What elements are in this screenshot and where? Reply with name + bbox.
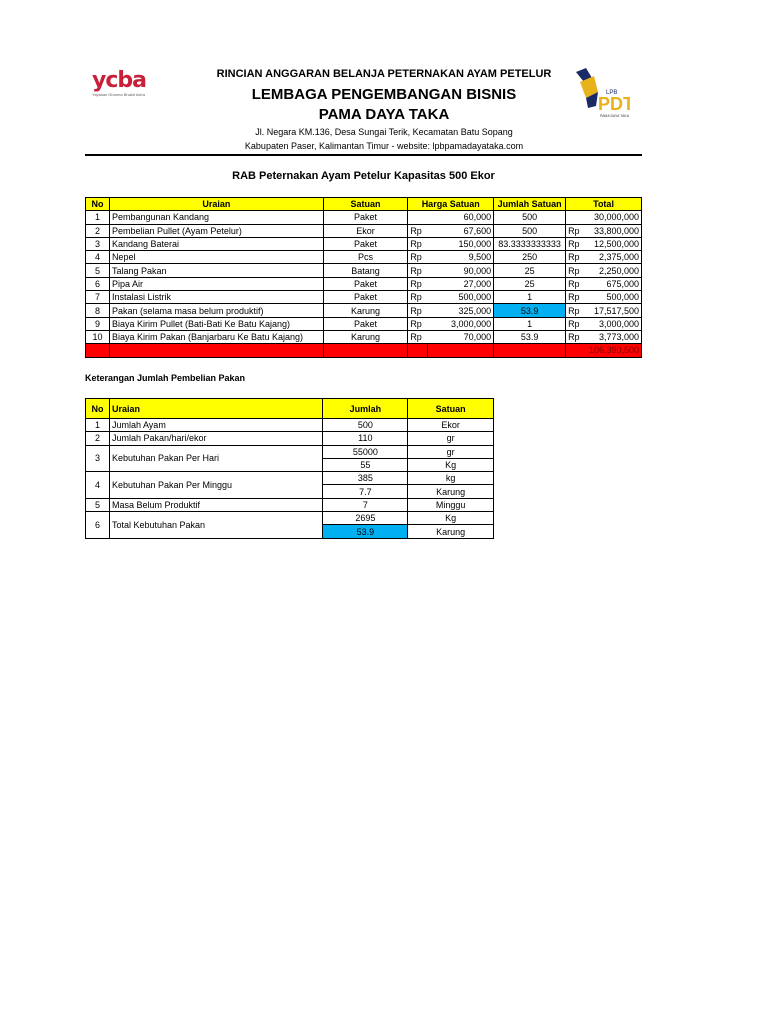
table-row xyxy=(86,419,494,432)
pakan-satuan: Karung xyxy=(408,525,494,538)
rab-total-currency: Rp xyxy=(566,224,586,237)
col-harga: Harga Satuan xyxy=(408,198,494,211)
col-no: No xyxy=(86,198,110,211)
rab-jumlah: 1 xyxy=(494,317,566,330)
rab-satuan: Batang xyxy=(323,264,408,277)
rab-uraian: Kandang Baterai xyxy=(109,237,323,250)
table-row xyxy=(86,251,642,264)
rab-harga: 9,500 xyxy=(428,251,494,264)
rab-total: 2,250,000 xyxy=(586,264,642,277)
pakan-jumlah-highlight: 53.9 xyxy=(323,525,408,538)
rab-harga-currency: Rp xyxy=(408,317,428,330)
grand-total-blank xyxy=(428,344,494,357)
col-jumlah: Jumlah Satuan xyxy=(494,198,566,211)
rab-total-currency: Rp xyxy=(566,251,586,264)
pakan-uraian: Jumlah Pakan/hari/ekor xyxy=(109,432,323,445)
rab-jumlah: 250 xyxy=(494,251,566,264)
rab-total-currency: Rp xyxy=(566,304,586,317)
pakan-jumlah: 55 xyxy=(323,458,408,471)
rab-satuan: Pcs xyxy=(323,251,408,264)
rab-total: 30,000,000 xyxy=(586,211,642,224)
rab-harga: 60,000 xyxy=(428,211,494,224)
rab-jumlah: 500 xyxy=(494,211,566,224)
table-row xyxy=(86,277,642,290)
pakan-jumlah: 55000 xyxy=(323,445,408,458)
rab-no: 3 xyxy=(86,237,110,250)
rab-table xyxy=(85,197,642,358)
rab-total-currency: Rp xyxy=(566,291,586,304)
rab-harga: 325,000 xyxy=(428,304,494,317)
ycba-logo-tagline: Yayasan Dharma Bhakti Astra xyxy=(92,92,146,97)
pakan-jumlah: 7.7 xyxy=(323,485,408,498)
grand-total-blank xyxy=(86,344,110,357)
pakan-jumlah: 500 xyxy=(323,419,408,432)
rab-satuan: Karung xyxy=(323,304,408,317)
col-total: Total xyxy=(566,198,642,211)
rab-total: 33,800,000 xyxy=(586,224,642,237)
rab-total-currency xyxy=(566,211,586,224)
rab-total-currency: Rp xyxy=(566,277,586,290)
rab-no: 8 xyxy=(86,304,110,317)
rab-uraian: Talang Pakan xyxy=(109,264,323,277)
rab-satuan: Karung xyxy=(323,330,408,343)
rab-total: 675,000 xyxy=(586,277,642,290)
header-divider xyxy=(85,154,642,156)
rab-jumlah: 500 xyxy=(494,224,566,237)
rab-title: RAB Peternakan Ayam Petelur Kapasitas 500 Ekor xyxy=(232,170,495,182)
rab-satuan: Paket xyxy=(323,211,408,224)
pakan-col-no: No xyxy=(86,399,110,419)
rab-total-currency: Rp xyxy=(566,330,586,343)
rab-satuan: Paket xyxy=(323,277,408,290)
grand-total-blank xyxy=(494,344,566,357)
rab-harga: 70,000 xyxy=(428,330,494,343)
pakan-uraian: Masa Belum Produktif xyxy=(109,498,323,511)
pakan-jumlah: 2695 xyxy=(323,512,408,525)
pakan-satuan: Kg xyxy=(408,512,494,525)
rab-uraian: Pembangunan Kandang xyxy=(109,211,323,224)
rab-harga-currency: Rp xyxy=(408,251,428,264)
pakan-uraian: Kebutuhan Pakan Per Minggu xyxy=(109,472,323,499)
pakan-no: 1 xyxy=(86,419,110,432)
pakan-uraian: Jumlah Ayam xyxy=(109,419,323,432)
rab-jumlah: 83.3333333333 xyxy=(494,237,566,250)
lpb-pdt-logo-tagline: PAMA DAYA TAKA xyxy=(600,114,630,118)
table-row xyxy=(86,211,642,224)
pakan-table xyxy=(85,398,494,539)
rab-total-currency: Rp xyxy=(566,264,586,277)
rab-total: 3,000,000 xyxy=(586,317,642,330)
ycba-logo xyxy=(92,70,156,110)
rab-total-currency: Rp xyxy=(566,237,586,250)
header-address-2: Kabupaten Paser, Kalimantan Timur - website: lpbpamadayataka.com xyxy=(244,141,524,151)
pakan-satuan: gr xyxy=(408,432,494,445)
grand-total-blank xyxy=(408,344,428,357)
table-row xyxy=(86,512,494,525)
lpb-pdt-logo-prefix: LPB xyxy=(606,90,618,96)
rab-harga-currency: Rp xyxy=(408,237,428,250)
pakan-uraian: Total Kebutuhan Pakan xyxy=(109,512,323,539)
rab-uraian: Pembelian Pullet (Ayam Petelur) xyxy=(109,224,323,237)
col-satuan: Satuan xyxy=(323,198,408,211)
grand-total-blank xyxy=(323,344,408,357)
rab-satuan: Paket xyxy=(323,317,408,330)
rab-no: 7 xyxy=(86,291,110,304)
table-row xyxy=(86,224,642,237)
rab-jumlah: 25 xyxy=(494,277,566,290)
rab-header-row xyxy=(86,198,642,211)
table-row xyxy=(86,330,642,343)
rab-harga: 500,000 xyxy=(428,291,494,304)
pakan-no: 6 xyxy=(86,512,110,539)
rab-jumlah: 53.9 xyxy=(494,330,566,343)
pakan-jumlah: 7 xyxy=(323,498,408,511)
rab-jumlah: 1 xyxy=(494,291,566,304)
header-address-1: Jl. Negara KM.136, Desa Sungai Terik, Kecamatan Batu Sopang xyxy=(255,127,513,137)
grand-total-blank xyxy=(109,344,323,357)
rab-harga-currency: Rp xyxy=(408,330,428,343)
pakan-col-jumlah: Jumlah xyxy=(323,399,408,419)
rab-no: 9 xyxy=(86,317,110,330)
rab-total: 500,000 xyxy=(586,291,642,304)
rab-jumlah: 53.9 xyxy=(494,304,566,317)
rab-uraian: Biaya Kirim Pakan (Banjarbaru Ke Batu Kajang) xyxy=(109,330,323,343)
table-row xyxy=(86,317,642,330)
pakan-satuan: kg xyxy=(408,472,494,485)
table-row xyxy=(86,264,642,277)
rab-total: 17,517,500 xyxy=(586,304,642,317)
rab-harga-currency: Rp xyxy=(408,277,428,290)
pakan-header-row xyxy=(86,399,494,419)
rab-uraian: Pipa Air xyxy=(109,277,323,290)
pakan-no: 4 xyxy=(86,472,110,499)
rab-no: 10 xyxy=(86,330,110,343)
col-uraian: Uraian xyxy=(109,198,323,211)
pakan-satuan: gr xyxy=(408,445,494,458)
rab-uraian: Instalasi Listrik xyxy=(109,291,323,304)
rab-no: 2 xyxy=(86,224,110,237)
rab-total: 3,773,000 xyxy=(586,330,642,343)
rab-no: 6 xyxy=(86,277,110,290)
pakan-uraian: Kebutuhan Pakan Per Hari xyxy=(109,445,323,472)
rab-harga: 3,000,000 xyxy=(428,317,494,330)
pakan-satuan: Kg xyxy=(408,458,494,471)
rab-harga-currency xyxy=(408,211,428,224)
lpb-pdt-logo-word: PDT xyxy=(598,94,630,114)
pakan-jumlah: 385 xyxy=(323,472,408,485)
rab-harga-currency: Rp xyxy=(408,304,428,317)
rab-no: 5 xyxy=(86,264,110,277)
header-org-name: LEMBAGA PENGEMBANGAN BISNIS xyxy=(251,86,517,103)
rab-uraian: Nepel xyxy=(109,251,323,264)
pakan-title: Keterangan Jumlah Pembelian Pakan xyxy=(85,373,246,383)
rab-satuan: Paket xyxy=(323,291,408,304)
header-org-name-2: PAMA DAYA TAKA xyxy=(318,106,450,123)
rab-harga-currency: Rp xyxy=(408,291,428,304)
rab-no: 1 xyxy=(86,211,110,224)
rab-satuan: Ekor xyxy=(323,224,408,237)
rab-total: 12,500,000 xyxy=(586,237,642,250)
rab-harga: 27,000 xyxy=(428,277,494,290)
pakan-no: 2 xyxy=(86,432,110,445)
rab-harga: 90,000 xyxy=(428,264,494,277)
table-row xyxy=(86,498,494,511)
pakan-col-satuan: Satuan xyxy=(408,399,494,419)
rab-no: 4 xyxy=(86,251,110,264)
rab-harga: 67,600 xyxy=(428,224,494,237)
rab-uraian: Biaya Kirim Pullet (Bati-Bati Ke Batu Kajang) xyxy=(109,317,323,330)
grand-total-value: 106,390,500 xyxy=(566,344,642,357)
rab-uraian: Pakan (selama masa belum produktif) xyxy=(109,304,323,317)
pakan-no: 5 xyxy=(86,498,110,511)
rab-jumlah: 25 xyxy=(494,264,566,277)
ycba-logo-word: ycba xyxy=(92,68,146,93)
rab-harga-currency: Rp xyxy=(408,224,428,237)
rab-harga-currency: Rp xyxy=(408,264,428,277)
pakan-no: 3 xyxy=(86,445,110,472)
rab-harga: 150,000 xyxy=(428,237,494,250)
table-row xyxy=(86,472,494,485)
rab-total: 2,375,000 xyxy=(586,251,642,264)
rab-total-currency: Rp xyxy=(566,317,586,330)
pakan-jumlah: 110 xyxy=(323,432,408,445)
pakan-satuan: Karung xyxy=(408,485,494,498)
table-row xyxy=(86,304,642,317)
pakan-satuan: Minggu xyxy=(408,498,494,511)
rab-satuan: Paket xyxy=(323,237,408,250)
table-row xyxy=(86,432,494,445)
table-row xyxy=(86,291,642,304)
pakan-col-uraian: Uraian xyxy=(109,399,323,419)
table-row xyxy=(86,445,494,458)
grand-total-row xyxy=(86,344,642,357)
header-line1: RINCIAN ANGGARAN BELANJA PETERNAKAN AYAM PETELUR xyxy=(216,68,552,80)
table-row xyxy=(86,237,642,250)
pakan-satuan: Ekor xyxy=(408,419,494,432)
